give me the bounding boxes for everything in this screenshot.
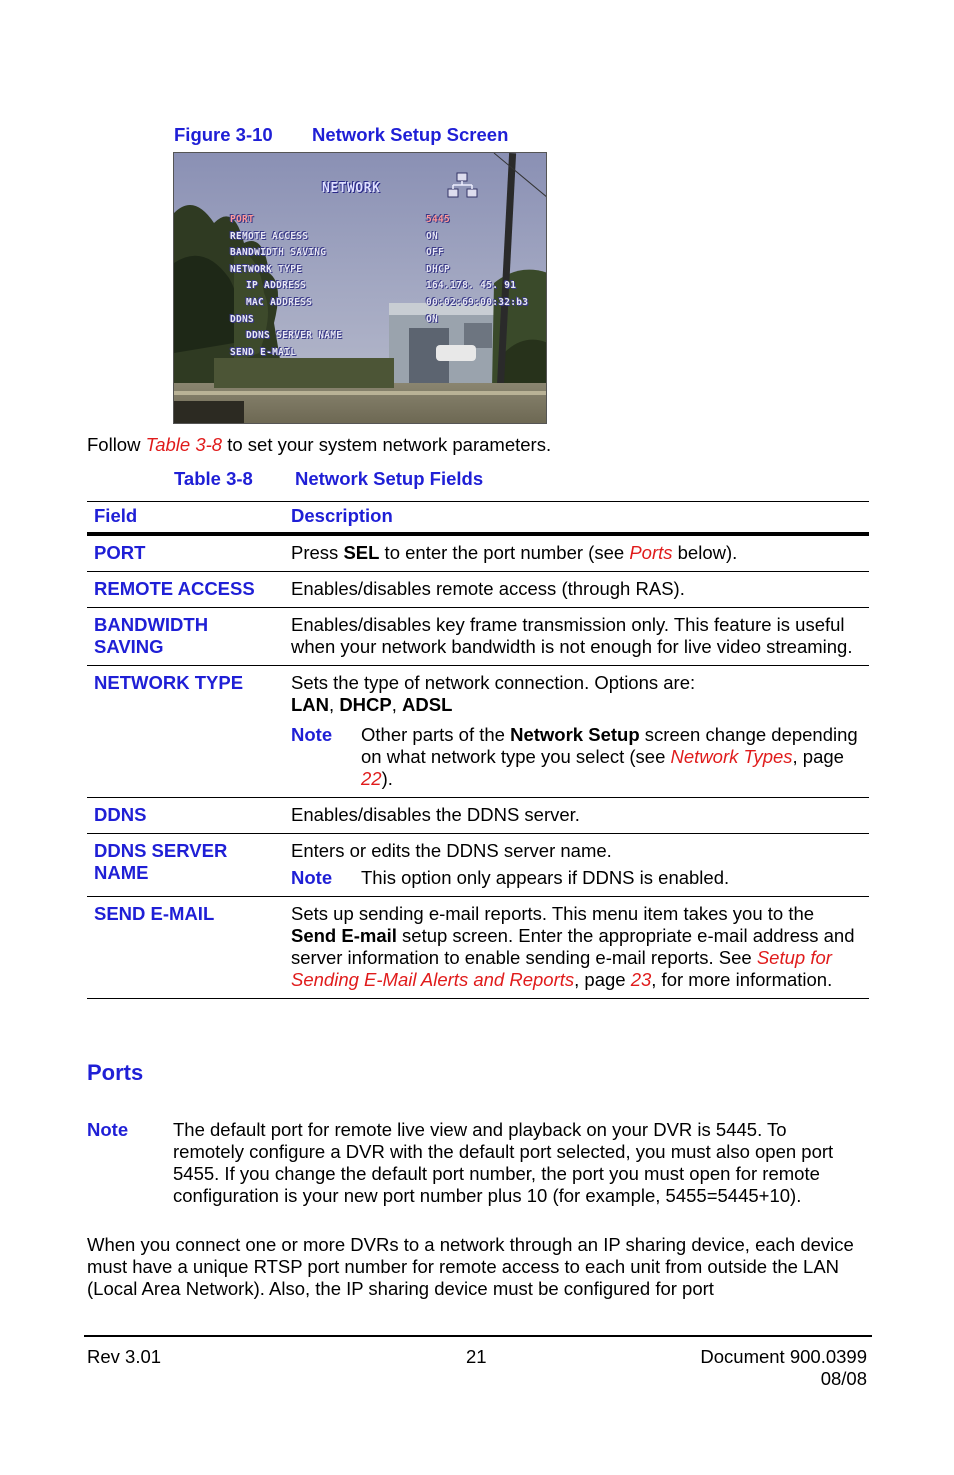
desc-ddns-server-name <box>291 840 869 889</box>
page-link[interactable]: 23 <box>630 969 652 990</box>
intro-pre: Follow <box>87 434 146 455</box>
desc-network-type <box>291 672 869 790</box>
option-dhcp: DHCP <box>339 694 392 715</box>
note-text <box>361 724 863 790</box>
table-caption <box>174 468 483 490</box>
table-row <box>87 798 869 834</box>
text: , page <box>574 969 631 990</box>
note-text: This option only appears if DDNS is enabled. <box>361 867 730 888</box>
header-description: Description <box>291 505 393 526</box>
ports-heading: Ports <box>87 1060 144 1085</box>
text: Sets up sending e-mail reports. This menu item takes you to the <box>291 903 815 924</box>
option-lan: LAN <box>291 694 330 715</box>
table-row <box>87 897 869 999</box>
table-row <box>87 608 869 666</box>
field-send-email: SEND E-MAIL <box>94 903 215 924</box>
note-text: The default port for remote live view and playback on your DVR is 5445. To remotely configure a DVR with the default port selected, you must also open port 5455. If you change the default port number, the port you must open for remote configuration is your new port number plus 10 (for example, 5455=5445+10). <box>173 1119 834 1206</box>
intro-post: to set your system network parameters. <box>222 434 552 455</box>
page-link[interactable]: 22 <box>361 768 382 789</box>
desc-bandwidth-saving: Enables/disables key frame transmission only. This feature is useful when your network bandwidth is not enough for live video streaming. <box>291 614 853 657</box>
ports-paragraph: When you connect one or more DVRs to a network through an IP sharing device, each device must have a unique RTSP port number for remote access to each unit from outside the LAN (Local Area Network). Also, the IP sharing device must be configured for port <box>87 1234 854 1299</box>
footer-rule <box>84 1335 872 1337</box>
text: Sets the type of network connection. Options are: <box>291 672 696 693</box>
header-field: Field <box>94 505 138 526</box>
email-setup-link[interactable]: Setup for Sending E-Mail Alerts and Reports <box>291 947 832 990</box>
text: to enter the port number (see <box>379 542 630 563</box>
table-row <box>87 834 869 897</box>
desc-port <box>291 542 869 564</box>
table-header-row <box>87 502 869 536</box>
intro-text <box>87 434 551 456</box>
field-remote-access: REMOTE ACCESS <box>94 578 255 599</box>
figure-caption <box>174 124 508 146</box>
screen-menu-value: ON <box>426 230 439 242</box>
text-bold: Network Setup <box>510 724 640 745</box>
text: below). <box>672 542 738 563</box>
table-number: Table 3-8 <box>174 468 253 489</box>
text-bold: SEL <box>343 542 380 563</box>
screen-menu-label: REMOTE ACCESS <box>230 230 309 242</box>
table-title: Network Setup Fields <box>295 468 484 489</box>
screen-menu-label: IP ADDRESS <box>246 280 307 292</box>
text-bold: Send E-mail <box>291 925 397 946</box>
desc-remote-access: Enables/disables remote access (through RAS). <box>291 578 685 599</box>
text: Other parts of the <box>361 724 511 745</box>
field-line: NAME <box>94 862 149 883</box>
document-number: Document 900.0399 <box>700 1346 867 1367</box>
table-link[interactable]: Table 3-8 <box>145 434 223 455</box>
footer-document <box>700 1346 867 1390</box>
ports-link[interactable]: Ports <box>629 542 673 563</box>
field-ddns: DDNS <box>94 804 147 825</box>
figure-title: Network Setup Screen <box>312 124 509 145</box>
screen-menu-label: BANDWIDTH SAVING <box>230 247 327 259</box>
sep: , <box>391 694 403 715</box>
note-label: Note <box>291 724 333 745</box>
screen-menu-value: 164.178. 45. 91 <box>426 280 517 292</box>
field-line: BANDWIDTH <box>94 614 209 635</box>
text: Enters or edits the DDNS server name. <box>291 840 612 861</box>
figure-number: Figure 3-10 <box>174 124 273 145</box>
desc-send-email <box>291 903 869 991</box>
option-adsl: ADSL <box>402 694 453 715</box>
sep: , <box>329 694 340 715</box>
document-date: 08/08 <box>820 1368 867 1389</box>
network-types-link[interactable]: Network Types <box>670 746 793 767</box>
note-label: Note <box>291 867 333 888</box>
network-setup-screenshot <box>173 152 547 424</box>
text: ). <box>381 768 393 789</box>
screen-menu-value: 00:02:69:00:32:b3 <box>426 297 529 308</box>
field-port: PORT <box>94 542 146 563</box>
screen-title: NETWORK <box>322 181 381 196</box>
text: , for more information. <box>651 969 833 990</box>
footer-revision: Rev 3.01 <box>87 1346 162 1367</box>
ports-note <box>87 1119 847 1207</box>
screen-menu-value: OFF <box>426 247 445 259</box>
note <box>291 724 863 790</box>
field-line: DDNS SERVER <box>94 840 228 861</box>
desc-ddns: Enables/disables the DDNS server. <box>291 804 580 825</box>
screen-menu-label: NETWORK TYPE <box>230 263 303 275</box>
screen-menu-label: PORT <box>230 214 255 225</box>
text: screen change depending on what network type you select (see <box>361 724 858 767</box>
screen-menu-label: SEND E-MAIL <box>230 346 297 358</box>
text: Press <box>291 542 344 563</box>
footer-page-number: 21 <box>466 1346 487 1367</box>
screen-menu-label: DDNS <box>230 313 255 325</box>
options <box>291 694 863 716</box>
table-row <box>87 572 869 608</box>
note-label: Note <box>87 1119 129 1140</box>
text: , page <box>792 746 844 767</box>
field-network-type: NETWORK TYPE <box>94 672 244 693</box>
table-row <box>87 666 869 798</box>
field-bandwidth-saving <box>87 614 291 658</box>
screen-menu-label: DDNS SERVER NAME <box>246 330 343 342</box>
note <box>291 867 863 889</box>
field-ddns-server-name <box>87 840 291 889</box>
screen-menu-value: ON <box>426 313 439 325</box>
text: setup screen. Enter the appropriate e-mail address and server information to enable sending e-mail reports. See <box>291 925 855 968</box>
screen-menu-label: MAC ADDRESS <box>246 297 313 308</box>
table-row <box>87 536 869 572</box>
screen-menu-value: DHCP <box>426 263 451 275</box>
field-line: SAVING <box>94 636 164 657</box>
screen-menu-value: 5445 <box>426 214 451 225</box>
network-setup-fields-table <box>87 501 869 999</box>
